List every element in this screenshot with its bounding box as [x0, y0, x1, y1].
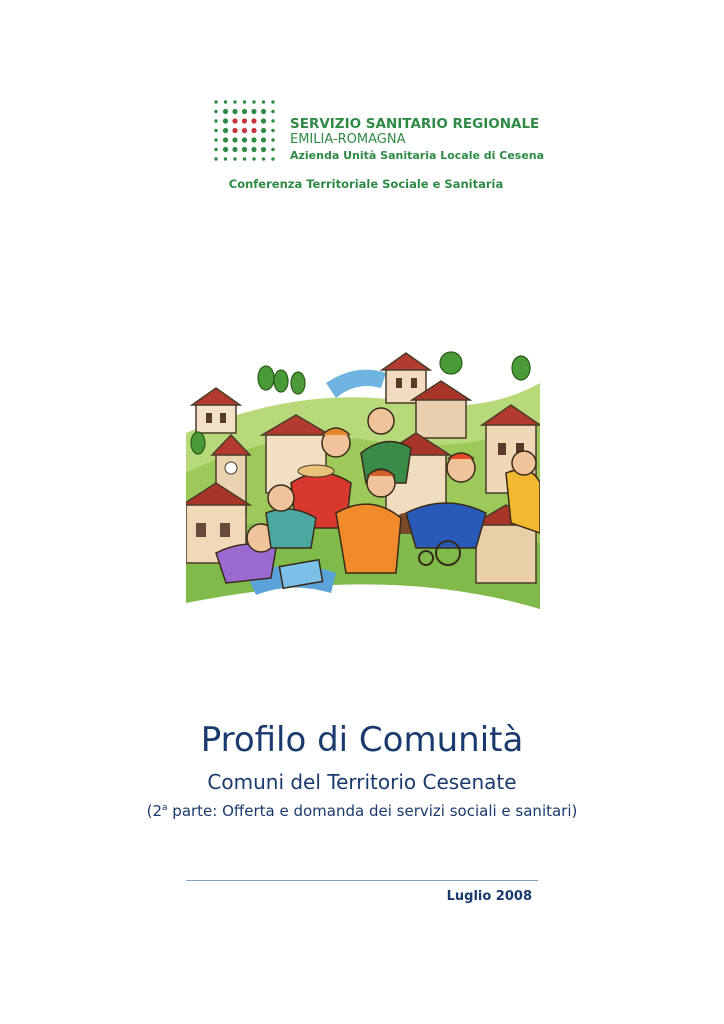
logo-dot [262, 157, 265, 160]
subtitle-superscript: a [162, 803, 168, 813]
logo-dot [252, 157, 255, 160]
conference-label: Conferenza Territoriale Sociale e Sanitaria [228, 177, 504, 191]
logo-dot [251, 109, 256, 114]
regional-dots-logo-icon [212, 98, 278, 164]
logo-dot [214, 129, 217, 132]
logo-dot [214, 119, 217, 122]
logo-line-3: Azienda Unità Sanitaria Locale di Cesena [290, 149, 545, 162]
logo-dot [262, 100, 265, 103]
page-subtitle-detail [0, 802, 724, 820]
logo-dot [223, 118, 228, 123]
logo-dot [271, 157, 274, 160]
logo-dot [214, 157, 217, 160]
logo-dot [242, 137, 247, 142]
logo-dot [251, 137, 256, 142]
publication-date: Luglio 2008 [446, 889, 532, 904]
logo-dot [223, 128, 228, 133]
logo-dot [232, 137, 237, 142]
logo-dot [271, 138, 274, 141]
logo-dot [271, 100, 274, 103]
conference-name [0, 177, 724, 191]
logo-dot [223, 109, 228, 114]
page-subtitle: Comuni del Territorio Cesenate [207, 770, 517, 794]
logo-dot [223, 147, 228, 152]
logo-dot [214, 148, 217, 151]
logo-dot [232, 147, 237, 152]
community-illustration-icon [186, 343, 540, 609]
logo-dot [224, 157, 227, 160]
logo-dot [251, 128, 256, 133]
logo-dot [251, 118, 256, 123]
logo-dot [242, 147, 247, 152]
logo-dot [233, 100, 236, 103]
logo-dot [233, 157, 236, 160]
logo-dot [232, 118, 237, 123]
logo-dot [261, 128, 266, 133]
logo-dot [242, 118, 247, 123]
logo-dot [261, 118, 266, 123]
logo-text [290, 116, 544, 163]
logo-dot [242, 128, 247, 133]
logo-dot [214, 138, 217, 141]
logo-dot [261, 109, 266, 114]
logo-dot [243, 100, 246, 103]
logo-dot [224, 100, 227, 103]
logo-dot [271, 148, 274, 151]
subtitle-prefix: (2 [146, 802, 163, 820]
logo-dot [261, 147, 266, 152]
logo-dot [232, 109, 237, 114]
logo-dot [271, 110, 274, 113]
logo [212, 98, 545, 166]
logo-dot [251, 147, 256, 152]
logo-line-1: SERVIZIO SANITARIO REGIONALE [290, 116, 540, 132]
logo-dot [232, 128, 237, 133]
page-title: Profilo di Comunità [200, 720, 524, 760]
logo-dot [261, 137, 266, 142]
logo-dot [223, 137, 228, 142]
logo-dot [214, 110, 217, 113]
logo-dot [214, 100, 217, 103]
logo-dot [271, 119, 274, 122]
logo-dot [242, 109, 247, 114]
divider [186, 880, 538, 881]
subtitle-rest: parte: Offerta e domanda dei servizi sociali e sanitari) [167, 802, 578, 820]
logo-line-2: EMILIA-ROMAGNA [290, 132, 406, 147]
logo-dot [243, 157, 246, 160]
logo-dot [252, 100, 255, 103]
logo-dot [271, 129, 274, 132]
